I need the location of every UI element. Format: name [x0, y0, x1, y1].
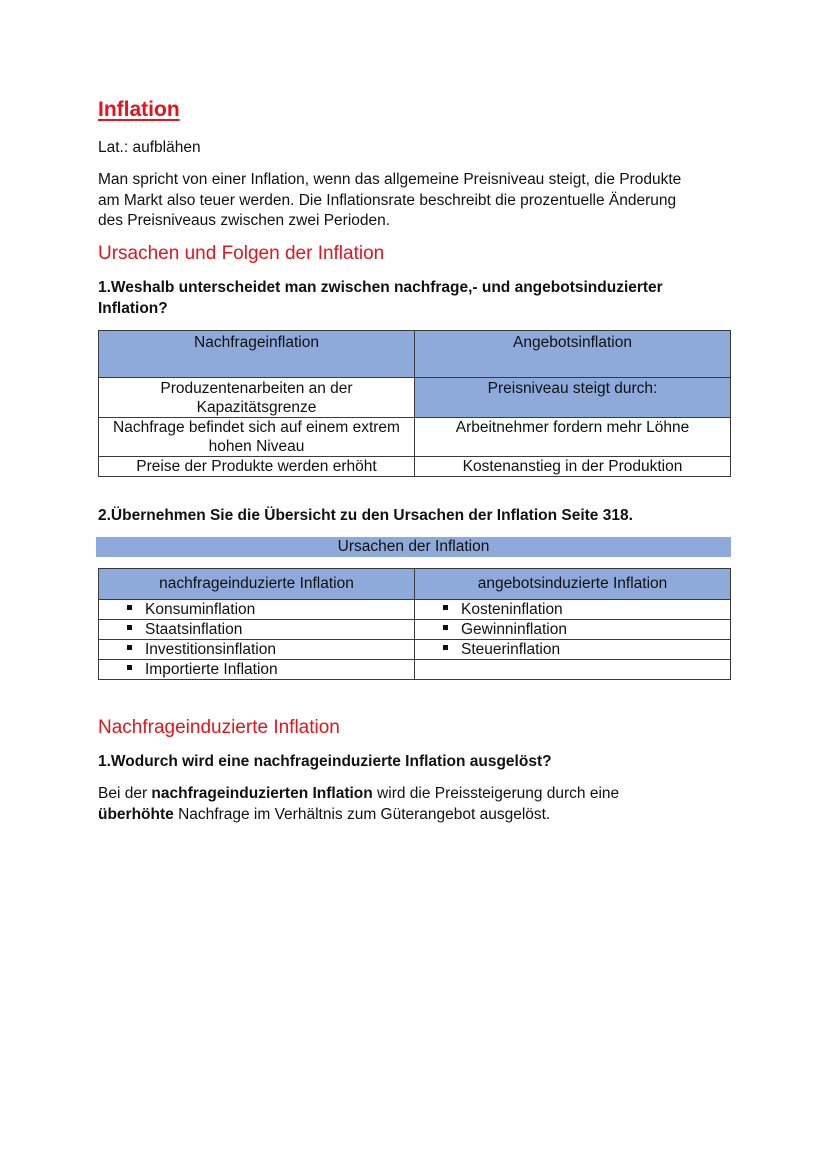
origin-text: Lat.: aufblähen: [98, 139, 201, 156]
table-row: [99, 620, 731, 640]
header-supply-inflation: Angebotsinflation: [415, 331, 731, 378]
answer-text: Bei der: [98, 785, 152, 802]
table-row: [99, 418, 731, 457]
list-item: [415, 600, 731, 620]
header-demand-induced: nachfrageinduzierte Inflation: [99, 569, 415, 600]
table-cell: Arbeitnehmer fordern mehr Löhne: [415, 418, 731, 457]
answer-text: wird die Preissteigerung durch eine: [372, 785, 620, 802]
causes-banner: Ursachen der Inflation: [96, 537, 731, 557]
item-label: Importierte Inflation: [145, 661, 278, 678]
bullet-icon: [127, 665, 132, 670]
page-title: Inflation: [98, 98, 180, 121]
definition-paragraph: [98, 170, 738, 232]
table-header-row: [99, 569, 731, 600]
list-item: [415, 640, 731, 660]
table-row: [99, 660, 731, 680]
section-heading-causes: Ursachen und Folgen der Inflation: [98, 243, 385, 264]
list-item: [99, 620, 415, 640]
bullet-icon: [127, 645, 132, 650]
inflation-types-table: [98, 330, 731, 477]
item-label: Staatsinflation: [145, 621, 243, 638]
table-cell: Kostenanstieg in der Produktion: [415, 457, 731, 477]
bullet-icon: [127, 625, 132, 630]
answer-paragraph: [98, 784, 738, 825]
question-line: Inflation?: [98, 299, 168, 317]
item-label: Investitionsinflation: [145, 641, 276, 658]
definition-line: des Preisniveaus zwischen zwei Perioden.: [98, 212, 391, 229]
question-1: [98, 278, 738, 319]
list-item: [99, 660, 415, 680]
table-row: [99, 457, 731, 477]
header-supply-induced: angebotsinduzierte Inflation: [415, 569, 731, 600]
item-label: Gewinninflation: [461, 621, 567, 638]
definition-line: Man spricht von einer Inflation, wenn das allgemeine Preisniveau steigt, die Produkte: [98, 171, 682, 188]
table-row: [99, 600, 731, 620]
table-cell: Nachfrage befindet sich auf einem extrem hohen Niveau: [99, 418, 415, 457]
table-cell: Preisniveau steigt durch:: [415, 378, 731, 418]
question-2: 2.Übernehmen Sie die Übersicht zu den Ursachen der Inflation Seite 318.: [98, 507, 633, 524]
bullet-icon: [443, 645, 448, 650]
question-demand: 1.Wodurch wird eine nachfrageinduzierte Inflation ausgelöst?: [98, 753, 552, 770]
item-label: Steuerinflation: [461, 641, 561, 658]
list-item: [415, 620, 731, 640]
list-item: [99, 640, 415, 660]
definition-line: am Markt also teuer werden. Die Inflationsrate beschreibt die prozentuelle Änderung: [98, 191, 677, 209]
section-heading-demand: Nachfrageinduzierte Inflation: [98, 717, 340, 738]
table-row: [99, 378, 731, 418]
item-label: Konsuminflation: [145, 601, 256, 618]
bullet-icon: [127, 605, 132, 610]
answer-bold: überhöhte: [98, 805, 174, 823]
answer-text: Nachfrage im Verhältnis zum Güterangebot ausgelöst.: [173, 805, 551, 823]
table-cell: Preise der Produkte werden erhöht: [99, 457, 415, 477]
bullet-icon: [443, 625, 448, 630]
item-label: Kosteninflation: [461, 601, 563, 618]
causes-table: [98, 568, 731, 680]
list-item: [99, 600, 415, 620]
question-line: 1.Weshalb unterscheidet man zwischen nachfrage,- und angebotsinduzierter: [98, 279, 663, 296]
header-demand-inflation: Nachfrageinflation: [99, 331, 415, 378]
bullet-icon: [443, 605, 448, 610]
table-cell: Produzentenarbeiten an der Kapazitätsgrenze: [99, 378, 415, 418]
table-header-row: [99, 331, 731, 378]
answer-bold: nachfrageinduzierten Inflation: [151, 785, 373, 802]
table-row: [99, 640, 731, 660]
empty-cell: [415, 660, 731, 680]
